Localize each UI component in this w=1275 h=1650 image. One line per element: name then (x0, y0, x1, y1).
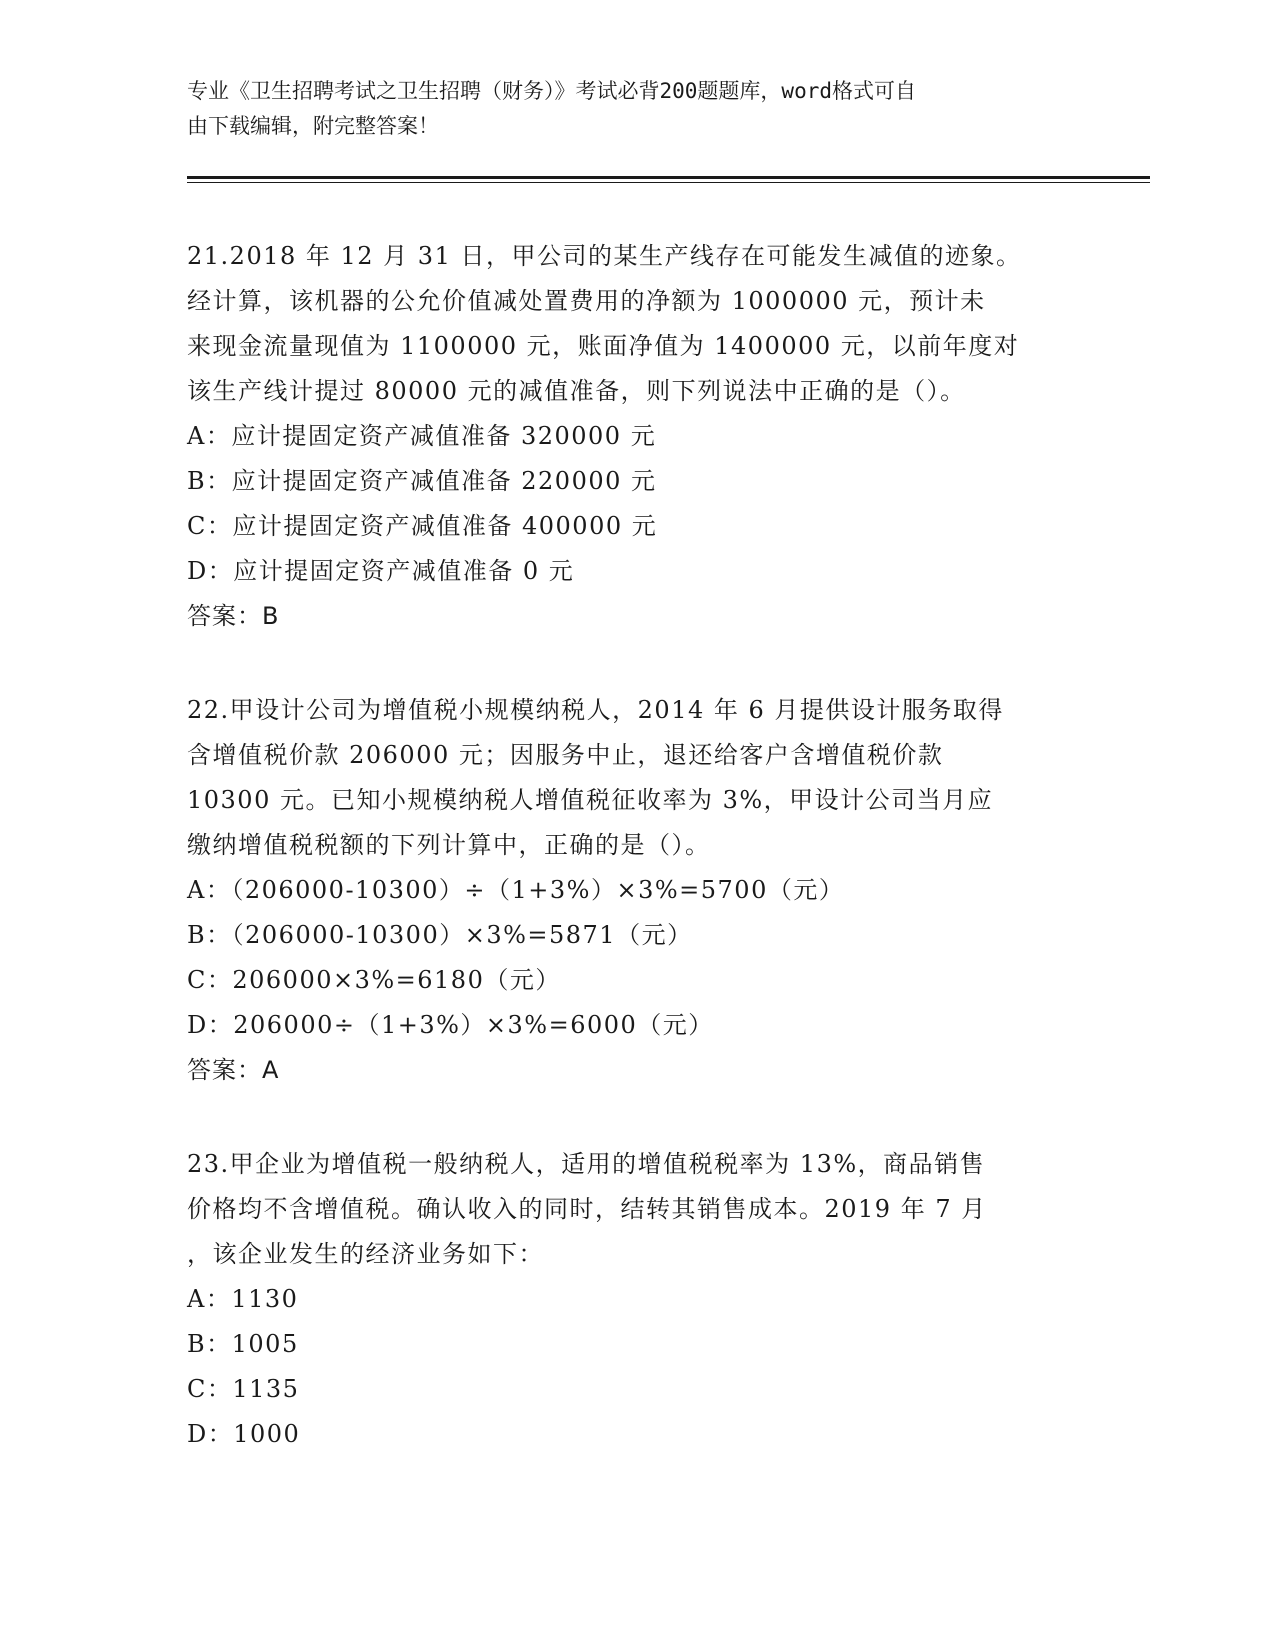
option-b: B：应计提固定资产减值准备 220000 元 (187, 467, 657, 495)
document-header (187, 74, 1087, 144)
option-c: C：206000×3%=6180（元） (187, 966, 561, 994)
option-b: B：（206000-10300）×3%=5871（元） (187, 921, 693, 949)
stem-line: 该生产线计提过 80000 元的减值准备，则下列说法中正确的是（）。 (187, 377, 966, 405)
option-b: B：1005 (187, 1330, 299, 1358)
question-22 (187, 688, 1087, 1093)
stem-line: 21.2018 年 12 月 31 日，甲公司的某生产线存在可能发生减值的迹象。 (187, 242, 1022, 270)
option-a: A：1130 (187, 1285, 299, 1313)
stem-line: 含增值税价款 206000 元；因服务中止，退还给客户含增值税价款 (187, 741, 944, 769)
stem-line: 经计算，该机器的公允价值减处置费用的净额为 1000000 元，预计未 (187, 287, 986, 315)
question-stem (187, 234, 1087, 414)
question-23 (187, 1142, 1087, 1457)
option-c: C：1135 (187, 1375, 300, 1403)
question-stem (187, 688, 1087, 868)
question-stem (187, 1142, 1087, 1277)
answer-line: 答案：A (187, 1056, 280, 1084)
stem-line: 来现金流量现值为 1100000 元，账面净值为 1400000 元，以前年度对 (187, 332, 1020, 360)
stem-line: 23.甲企业为增值税一般纳税人，适用的增值税税率为 13%，商品销售 (187, 1150, 986, 1178)
stem-line: 22.甲设计公司为增值税小规模纳税人，2014 年 6 月提供设计服务取得 (187, 696, 1004, 724)
option-a: A：应计提固定资产减值准备 320000 元 (187, 422, 657, 450)
option-c: C：应计提固定资产减值准备 400000 元 (187, 512, 658, 540)
option-d: D：206000÷（1+3%）×3%=6000（元） (187, 1011, 714, 1039)
answer-line: 答案：B (187, 602, 280, 630)
header-divider-thin (187, 182, 1150, 183)
stem-line: 10300 元。已知小规模纳税人增值税征收率为 3%，甲设计公司当月应 (187, 786, 994, 814)
question-21 (187, 234, 1087, 639)
header-divider-thick (187, 176, 1150, 179)
header-line-1: 专业《卫生招聘考试之卫生招聘（财务）》考试必背200题题库，word格式可自 (187, 79, 916, 103)
stem-line: 价格均不含增值税。确认收入的同时，结转其销售成本。2019 年 7 月 (187, 1195, 987, 1223)
option-a: A：（206000-10300）÷（1+3%）×3%=5700（元） (187, 876, 845, 904)
option-d: D：1000 (187, 1420, 301, 1448)
header-line-2: 由下载编辑，附完整答案！ (187, 114, 439, 138)
option-d: D：应计提固定资产减值准备 0 元 (187, 557, 575, 585)
stem-line: 缴纳增值税税额的下列计算中，正确的是（）。 (187, 831, 711, 859)
stem-line: ，该企业发生的经济业务如下： (187, 1240, 544, 1268)
